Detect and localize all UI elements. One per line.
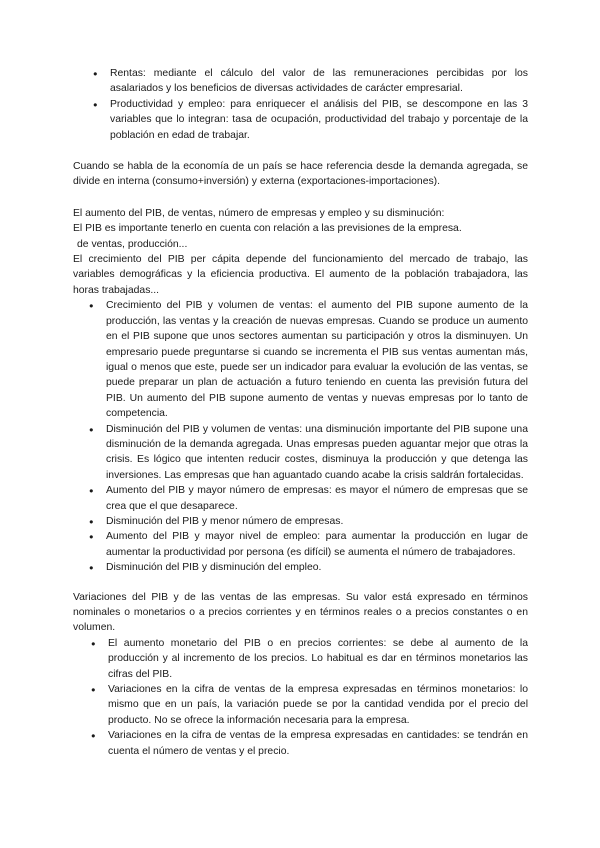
list-item: ● Aumento del PIB y mayor nivel de empleo: para aumentar la producción en lugar de aumentar la productividad por persona (es difícil) se aumenta el número de trabajadores. [106, 529, 528, 560]
list-item: ● Variaciones en la cifra de ventas de la empresa expresadas en términos monetarios: lo mismo que en un país, la variación puede se por la cantidad vendida por el precio del producto. No se ofrece la información necesaria para la empresa. [108, 682, 528, 728]
bullet-list-mid [73, 298, 528, 575]
paragraph-ventas: de ventas, producción... [77, 238, 188, 250]
paragraph-demanda: Cuando se habla de la economía de un país se hace referencia desde la demanda agregada, se divide en interna (consumo+inversión) y externa (exportaciones-importaciones). [73, 161, 528, 188]
list-item: ● Productividad y empleo: para enriquecer el análisis del PIB, se descompone en las 3 variables que lo integran: tasa de ocupación, productividad del trabajo y porcentaje de la población en edad de trabajar. [110, 97, 528, 143]
list-item: ● Disminución del PIB y disminución del empleo. [106, 560, 528, 575]
paragraph-crecimiento: El crecimiento del PIB per cápita depende del funcionamiento del mercado de trabajo, las variables demográficas y la eficiencia productiva. El aumento de la población trabajadora, las horas trabajadas... [73, 254, 528, 296]
bullet-list-bottom [73, 636, 528, 759]
list-item: ● El aumento monetario del PIB o en precios corrientes: se debe al aumento de la producción y al incremento de los precios. Lo habitual es dar en términos monetarios las cifras del PIB. [108, 636, 528, 682]
list-item: ● Disminución del PIB y volumen de ventas: una disminución importante del PIB supone una disminución de la demanda agregada. Unas empresas pueden aguantar mejor que otras la crisis. Es lógico que intenten reducir costes, disminuya la producción y que detenga las inversiones. Las empresas que han aguantado cuando acabe la crisis saldrán fortalecidas. [106, 422, 528, 484]
list-item: ● Rentas: mediante el cálculo del valor de las remuneraciones percibidas por los asalariados y los beneficios de diversas actividades de carácter empresarial. [110, 66, 528, 97]
list-item: ● Crecimiento del PIB y volumen de ventas: el aumento del PIB supone aumento de la producción, las ventas y la creación de nuevas empresas. Cuando se produce un aumento en el PIB supone que unos sectores aumentan su participación y otros la disminuyen. Un empresario puede preguntarse si cuando se incrementa el PIB sus ventas aumentan más, igual o menos que este, puede ser un indicador para evaluar la evolución de las ventas, se puede preparar un plan de actuación a futuro teniendo en cuenta las previsión futura del PIB. Un aumento del PIB supone aumento de ventas y nuevas empresas por lo tanto de competencia. [106, 298, 528, 421]
paragraph-aumento-title: El aumento del PIB, de ventas, número de empresas y empleo y su disminución: [73, 207, 445, 219]
list-item: ● Disminución del PIB y menor número de empresas. [106, 514, 528, 529]
paragraph-variaciones: Variaciones del PIB y de las ventas de las empresas. Su valor está expresado en términos nominales o monetarios o a precios corrientes y en términos reales o a precios constantes o en volumen. [73, 591, 528, 634]
list-item: ● Aumento del PIB y mayor número de empresas: es mayor el número de empresas que se crea que el que desaparece. [106, 483, 528, 514]
list-item: ● Variaciones en la cifra de ventas de la empresa expresadas en cantidades: se tendrán en cuenta el número de ventas y el precio. [108, 728, 528, 759]
paragraph-importante: El PIB es importante tenerlo en cuenta con relación a las previsiones de la empresa. [73, 223, 462, 235]
document-body [73, 66, 528, 759]
bullet-list-top [73, 66, 528, 143]
